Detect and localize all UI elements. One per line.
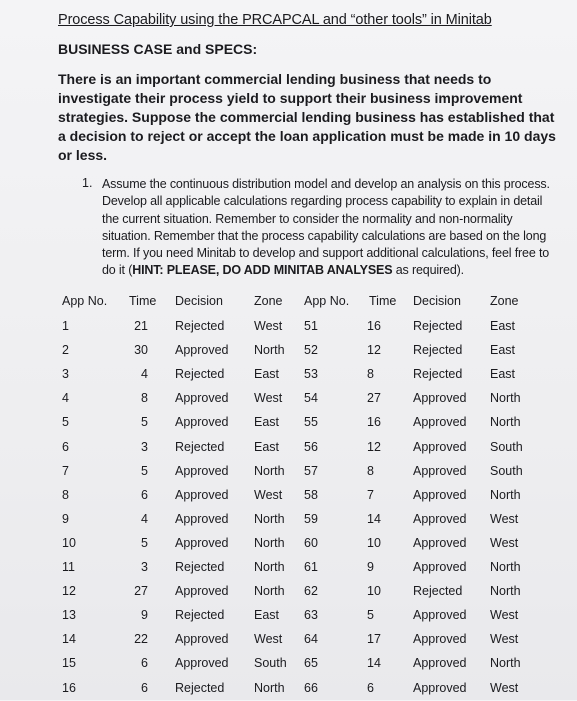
cell-zone: North	[490, 415, 521, 430]
cell-zone: North	[490, 391, 521, 406]
cell-decision: Rejected	[413, 343, 463, 358]
cell-time: 6	[141, 680, 148, 695]
cell-decision: Rejected	[175, 680, 225, 695]
cell-app-no: 6	[62, 439, 69, 454]
cell-time: 30	[134, 343, 148, 358]
cell-app-no: 1	[62, 319, 69, 333]
cell-app-no: 14	[62, 632, 76, 647]
table-row	[0, 512, 577, 532]
table-row	[0, 367, 577, 387]
cell-decision: Approved	[175, 632, 229, 647]
cell-app-no: 52	[304, 343, 318, 358]
cell-decision: Approved	[413, 391, 467, 406]
cell-decision: Approved	[175, 487, 229, 502]
cell-zone: East	[254, 439, 280, 454]
cell-time: 12	[367, 343, 381, 358]
table-row	[0, 391, 577, 411]
cell-time: 6	[367, 680, 374, 695]
cell-time: 3	[141, 439, 148, 454]
cell-app-no: 15	[62, 656, 76, 671]
cell-app-no: 2	[62, 343, 69, 358]
table-row	[0, 560, 577, 580]
cell-zone: South	[490, 463, 523, 478]
cell-decision: Approved	[175, 343, 229, 358]
cell-zone: West	[254, 319, 283, 333]
cell-decision: Approved	[413, 439, 467, 454]
cell-zone: West	[254, 487, 283, 502]
business-case-heading: BUSINESS CASE and SPECS:	[58, 41, 258, 57]
cell-zone: North	[490, 584, 521, 599]
cell-decision: Approved	[175, 391, 229, 406]
cell-time: 5	[367, 608, 374, 623]
cell-time: 5	[141, 463, 148, 478]
cell-zone: East	[254, 415, 280, 430]
cell-time: 5	[141, 415, 148, 430]
cell-zone: North	[254, 463, 285, 478]
question-body: Assume the continuous distribution model and develop an analysis on this process. Develop all applicable calculations regarding process capability to explain in detail the current situation. Remember to consider the normality and non-normality situation. Remember that the process capability calculations are based on the long term. If you need Minitab to develop and support additional calculations, feel free to do it (	[102, 177, 550, 278]
cell-zone: West	[254, 391, 283, 406]
cell-decision: Rejected	[175, 319, 225, 333]
cell-time: 22	[134, 632, 148, 647]
cell-zone: East	[490, 343, 516, 358]
table-row	[0, 415, 577, 435]
table-row	[0, 536, 577, 556]
cell-app-no: 59	[304, 511, 318, 526]
cell-time: 4	[141, 367, 148, 382]
cell-decision: Rejected	[175, 439, 225, 454]
question-suffix: as required).	[392, 263, 464, 278]
cell-time: 8	[367, 463, 374, 478]
cell-zone: West	[490, 511, 519, 526]
cell-time: 12	[367, 439, 381, 454]
cell-app-no: 60	[304, 535, 318, 550]
table-row	[0, 343, 577, 363]
cell-decision: Approved	[413, 632, 467, 647]
header-zone: Zone	[254, 294, 283, 308]
cell-time: 14	[367, 511, 381, 526]
cell-zone: North	[254, 584, 285, 599]
cell-decision: Rejected	[413, 319, 463, 333]
cell-zone: North	[490, 487, 521, 502]
cell-app-no: 3	[62, 367, 69, 382]
table-row	[0, 656, 577, 676]
cell-time: 4	[141, 511, 148, 526]
cell-time: 27	[134, 584, 148, 599]
cell-app-no: 63	[304, 608, 318, 623]
cell-zone: West	[490, 535, 519, 550]
cell-decision: Approved	[175, 584, 229, 599]
cell-decision: Approved	[413, 680, 467, 695]
cell-time: 5	[141, 535, 148, 550]
cell-decision: Approved	[413, 560, 467, 574]
cell-zone: North	[490, 656, 521, 671]
cell-app-no: 65	[304, 656, 318, 671]
cell-time: 8	[367, 367, 374, 382]
cell-time: 10	[367, 584, 381, 599]
cell-decision: Rejected	[413, 584, 463, 599]
document-title: Process Capability using the PRCAPCAL and “other tools” in Minitab	[58, 12, 492, 28]
cell-app-no: 10	[62, 535, 76, 550]
cell-zone: North	[490, 560, 521, 574]
cell-app-no: 61	[304, 560, 318, 574]
table-row	[0, 319, 577, 339]
cell-app-no: 12	[62, 584, 76, 599]
header-time: Time	[129, 294, 157, 308]
cell-app-no: 4	[62, 391, 69, 406]
cell-app-no: 56	[304, 439, 318, 454]
cell-app-no: 55	[304, 415, 318, 430]
cell-zone: West	[490, 632, 519, 647]
cell-decision: Rejected	[413, 367, 463, 382]
question-hint: HINT: PLEASE, DO ADD MINITAB ANALYSES	[132, 263, 393, 278]
table-row	[0, 488, 577, 508]
cell-decision: Approved	[175, 511, 229, 526]
cell-decision: Rejected	[175, 560, 225, 574]
cell-zone: East	[490, 319, 516, 333]
cell-zone: East	[490, 367, 516, 382]
cell-zone: West	[490, 608, 519, 623]
cell-time: 16	[367, 319, 381, 333]
cell-decision: Approved	[413, 463, 467, 478]
cell-app-no: 62	[304, 584, 318, 599]
cell-decision: Approved	[413, 656, 467, 671]
cell-time: 9	[141, 608, 148, 623]
business-case-text: There is an important commercial lending business that needs to investigate their process yield to support their business improvement strategies. Suppose the commercial lending business has established that a decision to reject or accept the loan application must be made in 10 days or less.	[58, 71, 556, 163]
cell-app-no: 51	[304, 319, 318, 333]
table-row	[0, 584, 577, 604]
cell-time: 16	[367, 415, 381, 430]
cell-app-no: 8	[62, 487, 69, 502]
cell-time: 8	[141, 391, 148, 406]
cell-time: 6	[141, 487, 148, 502]
cell-decision: Rejected	[175, 367, 225, 382]
cell-decision: Approved	[175, 463, 229, 478]
cell-time: 10	[367, 535, 381, 550]
cell-time: 14	[367, 656, 381, 671]
cell-decision: Approved	[413, 415, 467, 430]
cell-app-no: 5	[62, 415, 69, 430]
cell-time: 27	[367, 391, 381, 406]
cell-app-no: 54	[304, 391, 318, 406]
header-decision: Decision	[413, 294, 461, 308]
cell-zone: North	[254, 560, 285, 574]
table-row	[0, 464, 577, 484]
table-row	[0, 632, 577, 652]
cell-time: 17	[367, 632, 381, 647]
cell-time: 9	[367, 560, 374, 574]
cell-time: 3	[141, 560, 148, 574]
header-app-no: App No.	[62, 294, 108, 308]
cell-app-no: 53	[304, 367, 318, 382]
cell-app-no: 16	[62, 680, 76, 695]
table-row	[0, 681, 577, 701]
cell-time: 6	[141, 656, 148, 671]
cell-zone: West	[254, 632, 283, 647]
cell-zone: East	[254, 367, 280, 382]
cell-app-no: 57	[304, 463, 318, 478]
cell-time: 21	[134, 319, 148, 333]
cell-decision: Approved	[175, 535, 229, 550]
cell-app-no: 58	[304, 487, 318, 502]
cell-decision: Approved	[413, 608, 467, 623]
table-header-row	[0, 294, 577, 314]
table-row	[0, 440, 577, 460]
cell-decision: Approved	[175, 656, 229, 671]
cell-zone: North	[254, 511, 285, 526]
cell-zone: West	[490, 680, 519, 695]
header-time: Time	[369, 294, 397, 308]
header-decision: Decision	[175, 294, 223, 308]
cell-zone: South	[490, 439, 523, 454]
cell-app-no: 13	[62, 608, 76, 623]
header-app-no: App No.	[304, 294, 350, 308]
cell-app-no: 64	[304, 632, 318, 647]
cell-decision: Rejected	[175, 608, 225, 623]
cell-zone: South	[254, 656, 287, 671]
cell-zone: North	[254, 343, 285, 358]
cell-decision: Approved	[413, 487, 467, 502]
table-row	[0, 608, 577, 628]
cell-app-no: 66	[304, 680, 318, 695]
cell-app-no: 11	[62, 560, 75, 574]
cell-zone: East	[254, 608, 280, 623]
question-text	[102, 176, 554, 280]
cell-time: 7	[367, 487, 374, 502]
cell-decision: Approved	[413, 535, 467, 550]
question-number: 1.	[82, 176, 93, 190]
header-zone: Zone	[490, 294, 519, 308]
cell-app-no: 7	[62, 463, 69, 478]
cell-zone: North	[254, 680, 285, 695]
cell-zone: North	[254, 535, 285, 550]
cell-app-no: 9	[62, 511, 69, 526]
cell-decision: Approved	[175, 415, 229, 430]
cell-decision: Approved	[413, 511, 467, 526]
